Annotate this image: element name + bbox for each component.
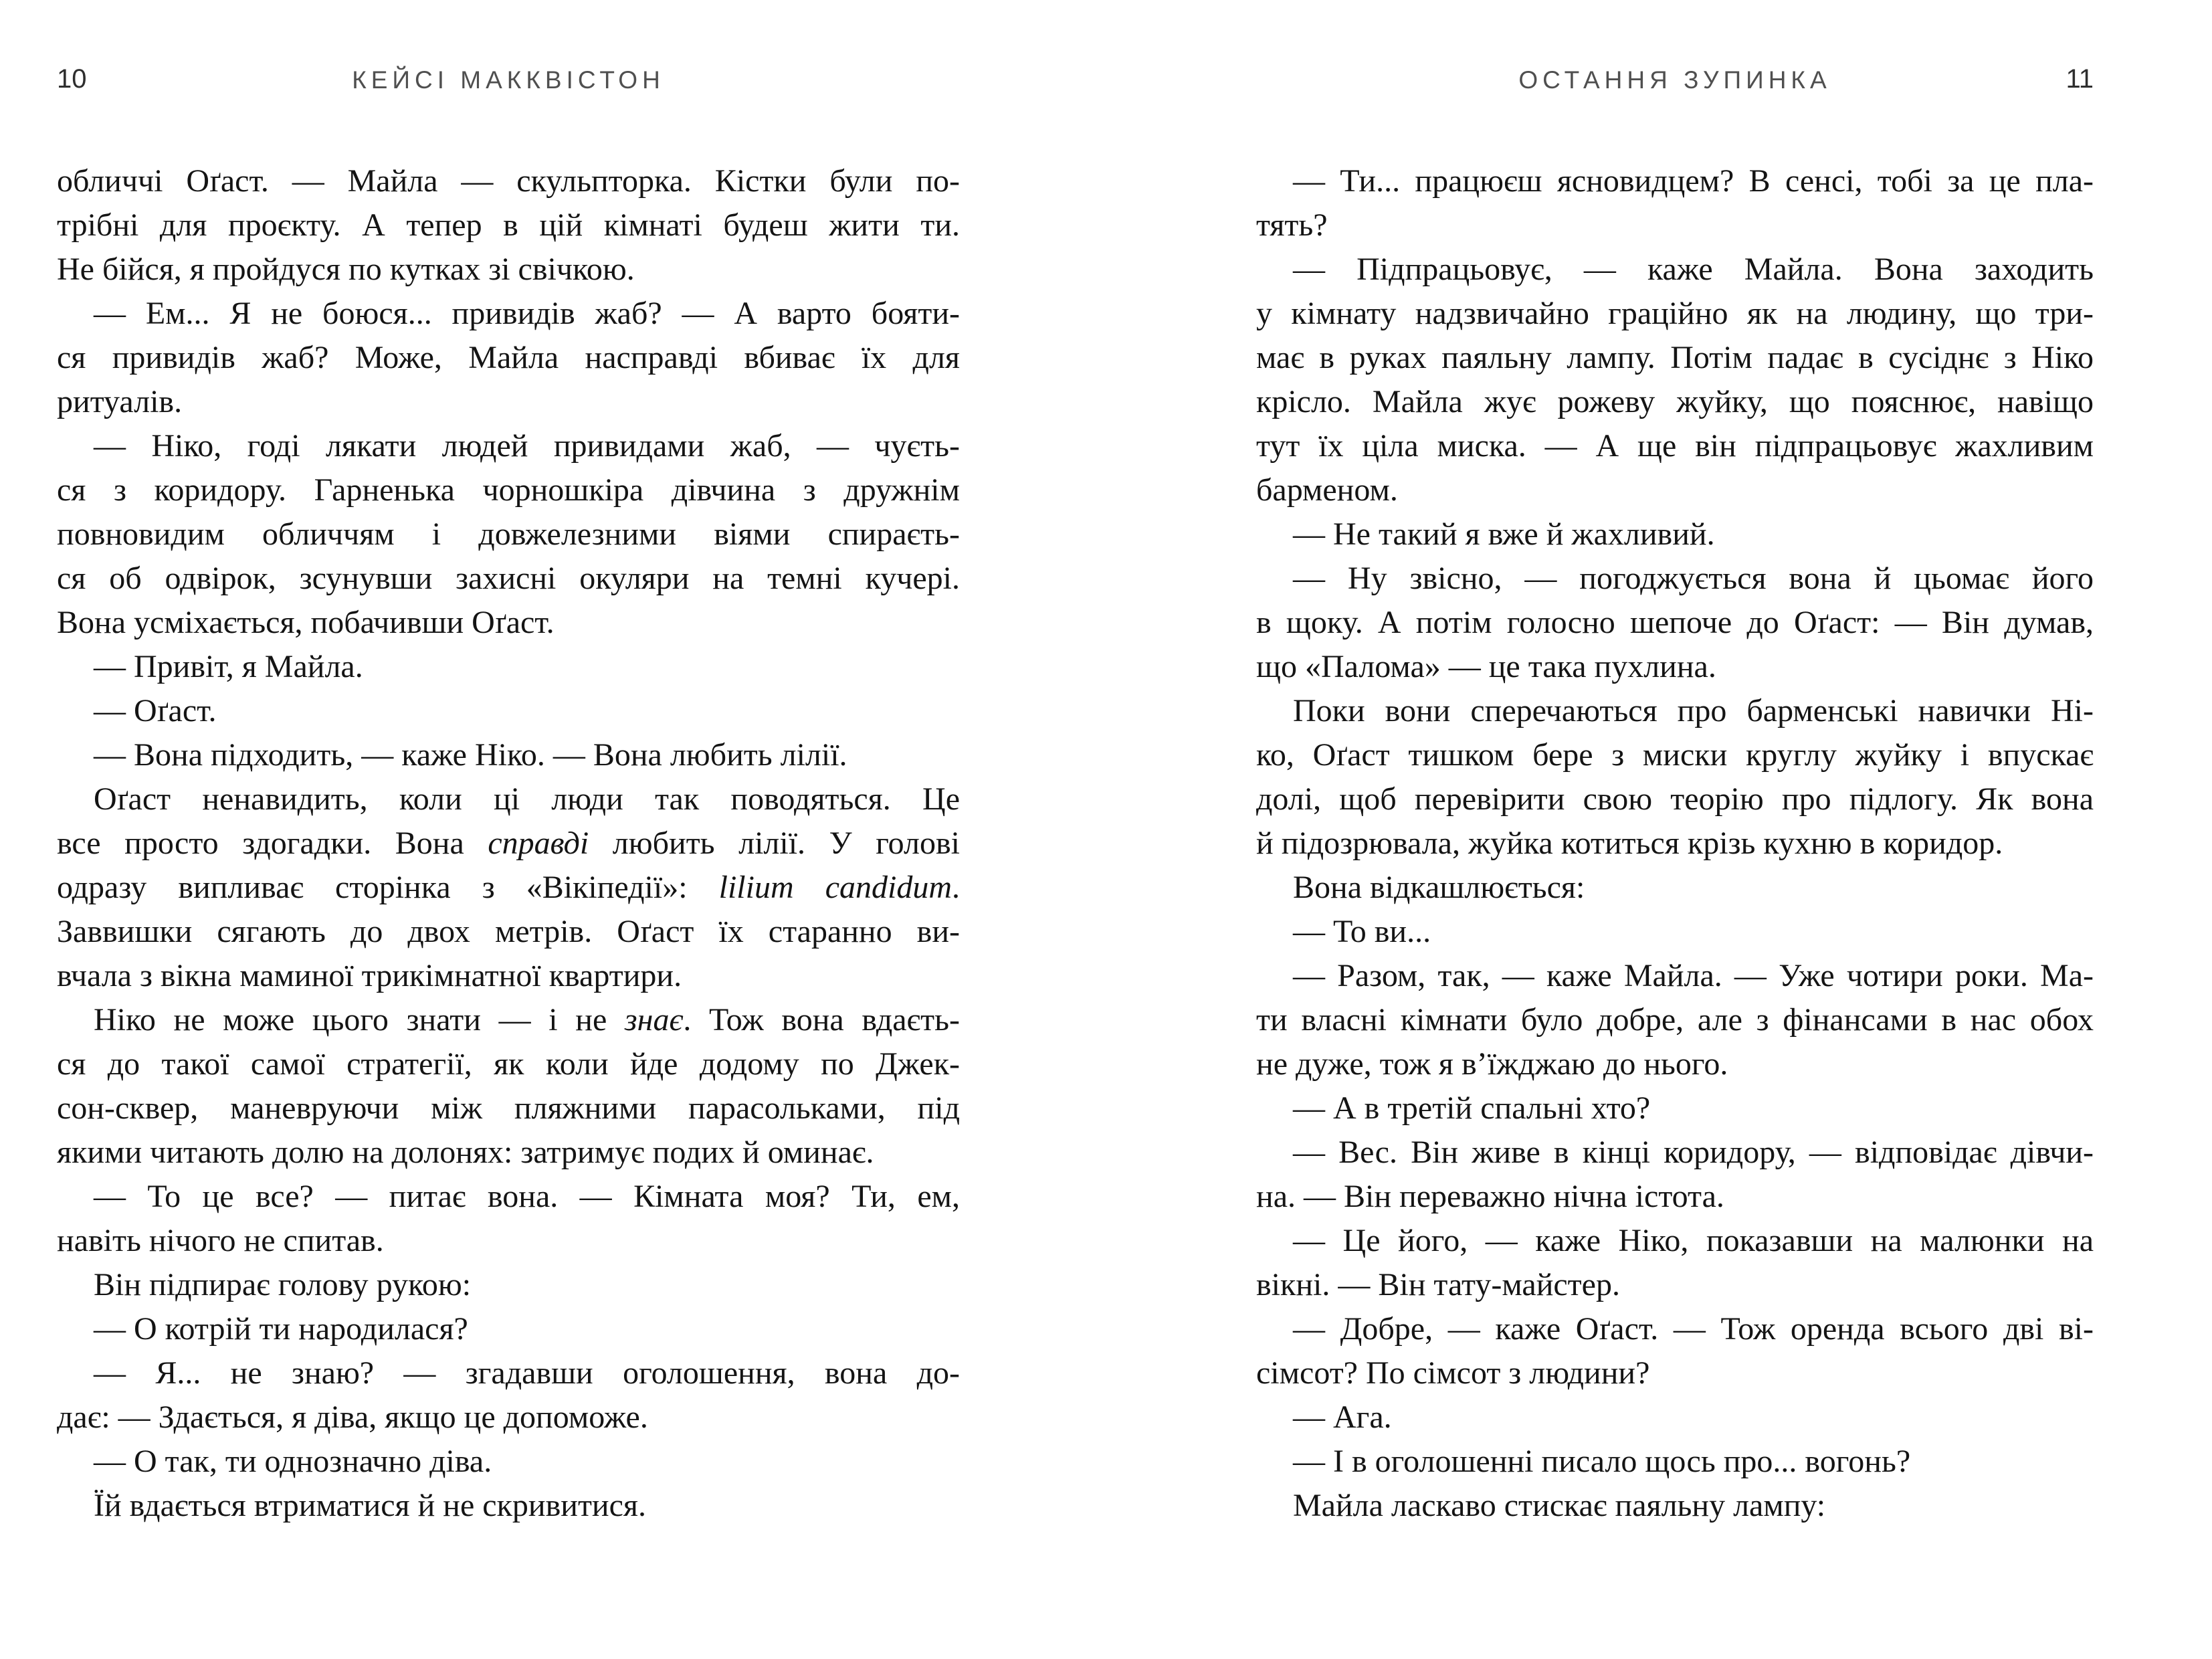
text-segment: Їй вдається втриматися й не скривитися. xyxy=(94,1488,646,1523)
text-segment: — То ви... xyxy=(1293,914,1431,949)
text-line xyxy=(57,1219,960,1263)
text-line xyxy=(1256,1219,2094,1263)
paragraph xyxy=(1256,557,2094,689)
italic-text: lilium candidum xyxy=(718,870,952,905)
paragraph xyxy=(57,1175,960,1263)
text-segment: що «Палома» — це така пухлина. xyxy=(1256,649,1716,684)
text-line xyxy=(1256,821,2094,866)
text-segment: — І в оголошенні писало щось про... вогонь? xyxy=(1293,1444,1911,1479)
paragraph xyxy=(1256,1307,2094,1395)
paragraph xyxy=(57,733,960,777)
text-line xyxy=(57,248,960,292)
text-line xyxy=(1256,1086,2094,1131)
text-segment: — О так, ти однозначно діва. xyxy=(94,1444,492,1479)
text-segment: тять? xyxy=(1256,207,1328,243)
text-segment: — Ага. xyxy=(1293,1399,1392,1435)
text-segment: в щоку. А потім голосно шепоче до Оґаст: — Він думав, xyxy=(1256,605,2094,640)
text-segment: — Підпрацьовує, — каже Майла. Вона заходить xyxy=(1293,252,2094,287)
paragraph xyxy=(57,424,960,645)
text-line xyxy=(57,777,960,821)
text-segment: — Добре, — каже Оґаст. — Тож оренда всього дві ві- xyxy=(1293,1311,2094,1347)
text-line xyxy=(57,998,960,1042)
paragraph xyxy=(1256,1131,2094,1219)
text-line xyxy=(1256,424,2094,468)
text-line xyxy=(1256,910,2094,954)
paragraph xyxy=(57,1351,960,1440)
paragraph xyxy=(57,1484,960,1528)
text-segment: якими читають долю на долонях: затримує подих й оминає. xyxy=(57,1135,874,1170)
text-segment: — Ніко, годі лякати людей привидами жаб, — чуєть- xyxy=(94,428,960,464)
paragraph xyxy=(1256,248,2094,512)
text-line xyxy=(57,601,960,645)
paragraph xyxy=(1256,1484,2094,1528)
text-line xyxy=(57,380,960,424)
text-line xyxy=(1256,689,2094,733)
text-segment: — Я... не знаю? — згадавши оголошення, вона до- xyxy=(94,1355,960,1391)
paragraph xyxy=(57,998,960,1175)
text-line xyxy=(1256,557,2094,601)
text-segment: має в руках паяльну лампу. Потім падає в сусіднє з Ніко xyxy=(1256,340,2094,375)
paragraph xyxy=(57,689,960,733)
text-line xyxy=(57,1042,960,1086)
text-line xyxy=(1256,159,2094,203)
text-line xyxy=(57,1131,960,1175)
text-line xyxy=(1256,468,2094,512)
paragraph xyxy=(1256,866,2094,910)
text-segment: — Ем... Я не боюся... привидів жаб? — А варто бояти- xyxy=(94,296,960,331)
text-segment: — Ну звісно, — погоджується вона й цьомає його xyxy=(1293,561,2094,596)
text-line xyxy=(1256,248,2094,292)
text-line xyxy=(1256,954,2094,998)
text-line xyxy=(57,645,960,689)
text-line xyxy=(1256,512,2094,557)
text-line xyxy=(57,203,960,248)
text-segment: — Не такий я вже й жахливий. xyxy=(1293,516,1715,552)
text-segment: барменом. xyxy=(1256,472,1398,508)
text-segment: Заввишки сягають до двох метрів. Оґаст їх старанно ви- xyxy=(57,914,960,949)
text-segment: повновидим обличчям і довжелезними віями спираєть- xyxy=(57,516,960,552)
text-line xyxy=(1256,866,2094,910)
text-segment: ти власні кімнати було добре, але з фінансами в нас обох xyxy=(1256,1002,2094,1038)
text-segment: любить лілії. У голові xyxy=(589,825,960,861)
text-segment: — Привіт, я Майла. xyxy=(94,649,363,684)
text-line xyxy=(57,1484,960,1528)
page-number-left: 10 xyxy=(57,64,87,94)
text-segment: — О котрій ти народилася? xyxy=(94,1311,468,1347)
text-segment: долі, щоб перевірити свою теорію про підлогу. Як вона xyxy=(1256,781,2094,817)
text-segment: обличчі Оґаст. — Майла — скульпторка. Кістки були по- xyxy=(57,163,960,199)
text-line xyxy=(1256,777,2094,821)
text-segment: сон-сквер, маневруючи між пляжними парасольками, під xyxy=(57,1090,960,1126)
text-line xyxy=(1256,292,2094,336)
paragraph xyxy=(1256,1086,2094,1131)
text-segment: Він підпирає голову рукою: xyxy=(94,1267,472,1302)
text-line xyxy=(1256,998,2094,1042)
text-line xyxy=(1256,336,2094,380)
text-line xyxy=(57,424,960,468)
text-line xyxy=(57,821,960,866)
page-right xyxy=(1256,0,2094,1659)
text-segment: тут їх ціла миска. — А ще він підпрацьовує жахливим xyxy=(1256,428,2094,464)
text-line xyxy=(57,866,960,910)
text-line xyxy=(1256,601,2094,645)
text-segment: й підозрювала, жуйка котиться крізь кухню в коридор. xyxy=(1256,825,2003,861)
text-line xyxy=(57,336,960,380)
paragraph xyxy=(57,1307,960,1351)
text-segment: — Разом, так, — каже Майла. — Уже чотири роки. Ма- xyxy=(1293,958,2094,993)
text-segment: навіть нічого не спитав. xyxy=(57,1223,384,1258)
paragraph xyxy=(1256,1219,2094,1307)
page-number-right: 11 xyxy=(2066,64,2094,94)
page-left xyxy=(57,0,960,1659)
paragraph xyxy=(57,645,960,689)
text-line xyxy=(1256,733,2094,777)
text-line xyxy=(1256,203,2094,248)
text-line xyxy=(1256,1440,2094,1484)
text-line xyxy=(1256,1131,2094,1175)
text-line xyxy=(1256,1042,2094,1086)
text-line xyxy=(57,1086,960,1131)
text-block-right xyxy=(1256,159,2094,1528)
paragraph xyxy=(1256,689,2094,866)
text-segment: на. — Він переважно нічна істота. xyxy=(1256,1179,1724,1214)
text-line xyxy=(57,159,960,203)
text-segment: одразу випливає сторінка з «Вікіпедії»: xyxy=(57,870,719,905)
text-line xyxy=(57,1307,960,1351)
text-segment: — Ти... працюєш ясновидцем? В сенсі, тобі за це пла- xyxy=(1293,163,2094,199)
text-segment: Вона усміхається, побачивши Оґаст. xyxy=(57,605,555,640)
text-line xyxy=(57,689,960,733)
text-segment: вікні. — Він тату-майстер. xyxy=(1256,1267,1620,1302)
text-segment: Поки вони сперечаються про барменські навички Ні- xyxy=(1293,693,2094,728)
text-line xyxy=(1256,1175,2094,1219)
text-segment: сімсот? По сімсот з людини? xyxy=(1256,1355,1650,1391)
text-line xyxy=(57,1395,960,1440)
text-line xyxy=(1256,380,2094,424)
text-segment: у кімнату надзвичайно граційно як на людину, що три- xyxy=(1256,296,2094,331)
italic-text: знає xyxy=(624,1002,684,1038)
text-segment: . xyxy=(952,870,960,905)
text-segment: трібні для проєкту. А тепер в цій кімнаті будеш жити ти. xyxy=(57,207,960,243)
paragraph xyxy=(57,777,960,998)
italic-text: справді xyxy=(488,825,589,861)
paragraph xyxy=(1256,954,2094,1086)
paragraph xyxy=(1256,512,2094,557)
paragraph xyxy=(1256,159,2094,248)
text-line xyxy=(57,910,960,954)
paragraph xyxy=(57,159,960,292)
paragraph xyxy=(57,1263,960,1307)
text-segment: ся привидів жаб? Може, Майла насправді вбиває їх для xyxy=(57,340,960,375)
text-line xyxy=(57,1175,960,1219)
text-line xyxy=(57,292,960,336)
text-segment: — То це все? — питає вона. — Кімната моя? Ти, ем, xyxy=(94,1179,960,1214)
text-line xyxy=(1256,645,2094,689)
text-segment: не дуже, тож я в’їжджаю до нього. xyxy=(1256,1046,1728,1082)
text-segment: ко, Оґаст тишком бере з миски круглу жуйку і впускає xyxy=(1256,737,2094,773)
text-segment: Вона відкашлюється: xyxy=(1293,870,1585,905)
text-line xyxy=(1256,1351,2094,1395)
text-segment: Не бійся, я пройдуся по кутках зі свічкою. xyxy=(57,252,635,287)
text-line xyxy=(1256,1395,2094,1440)
text-segment: Ніко не може цього знати — і не xyxy=(94,1002,625,1038)
text-block-left xyxy=(57,159,960,1528)
text-line xyxy=(1256,1263,2094,1307)
paragraph xyxy=(1256,910,2094,954)
text-segment: ся об одвірок, зсунувши захисні окуляри на темні кучері. xyxy=(57,561,960,596)
text-segment: . Тож вона вдаєть- xyxy=(683,1002,960,1038)
text-segment: — Вес. Він живе в кінці коридору, — відповідає дівчи- xyxy=(1293,1135,2094,1170)
text-segment: крісло. Майла жує рожеву жуйку, що пояснює, навіщо xyxy=(1256,384,2094,419)
text-segment: — Оґаст. xyxy=(94,693,217,728)
text-segment: Оґаст ненавидить, коли ці люди так поводяться. Це xyxy=(94,781,960,817)
text-segment: дає: — Здається, я діва, якщо це допоможе. xyxy=(57,1399,648,1435)
paragraph xyxy=(1256,1440,2094,1484)
text-segment: — Вона підходить, — каже Ніко. — Вона любить лілії. xyxy=(94,737,847,773)
text-segment: ся з коридору. Гарненька чорношкіра дівчина з дружнім xyxy=(57,472,960,508)
running-head-title: ОСТАННЯ ЗУПИНКА xyxy=(1518,66,1831,94)
running-head-author: КЕЙСІ МАККВІСТОН xyxy=(352,66,665,94)
text-segment: — Це його, — каже Ніко, показавши на малюнки на xyxy=(1293,1223,2094,1258)
text-line xyxy=(1256,1484,2094,1528)
text-line xyxy=(57,557,960,601)
text-line xyxy=(57,1440,960,1484)
text-line xyxy=(1256,1307,2094,1351)
text-segment: вчала з вікна маминої трикімнатної квартири. xyxy=(57,958,682,993)
text-line xyxy=(57,512,960,557)
text-segment: ся до такої самої стратегії, як коли йде додому по Джек- xyxy=(57,1046,960,1082)
text-line xyxy=(57,1351,960,1395)
paragraph xyxy=(57,1440,960,1484)
text-segment: ритуалів. xyxy=(57,384,183,419)
text-segment: — А в третій спальні хто? xyxy=(1293,1090,1651,1126)
text-line xyxy=(57,468,960,512)
paragraph xyxy=(1256,1395,2094,1440)
paragraph xyxy=(57,292,960,424)
text-line xyxy=(57,1263,960,1307)
text-line xyxy=(57,954,960,998)
text-segment: Майла ласкаво стискає паяльну лампу: xyxy=(1293,1488,1826,1523)
text-segment: все просто здогадки. Вона xyxy=(57,825,488,861)
text-line xyxy=(57,733,960,777)
